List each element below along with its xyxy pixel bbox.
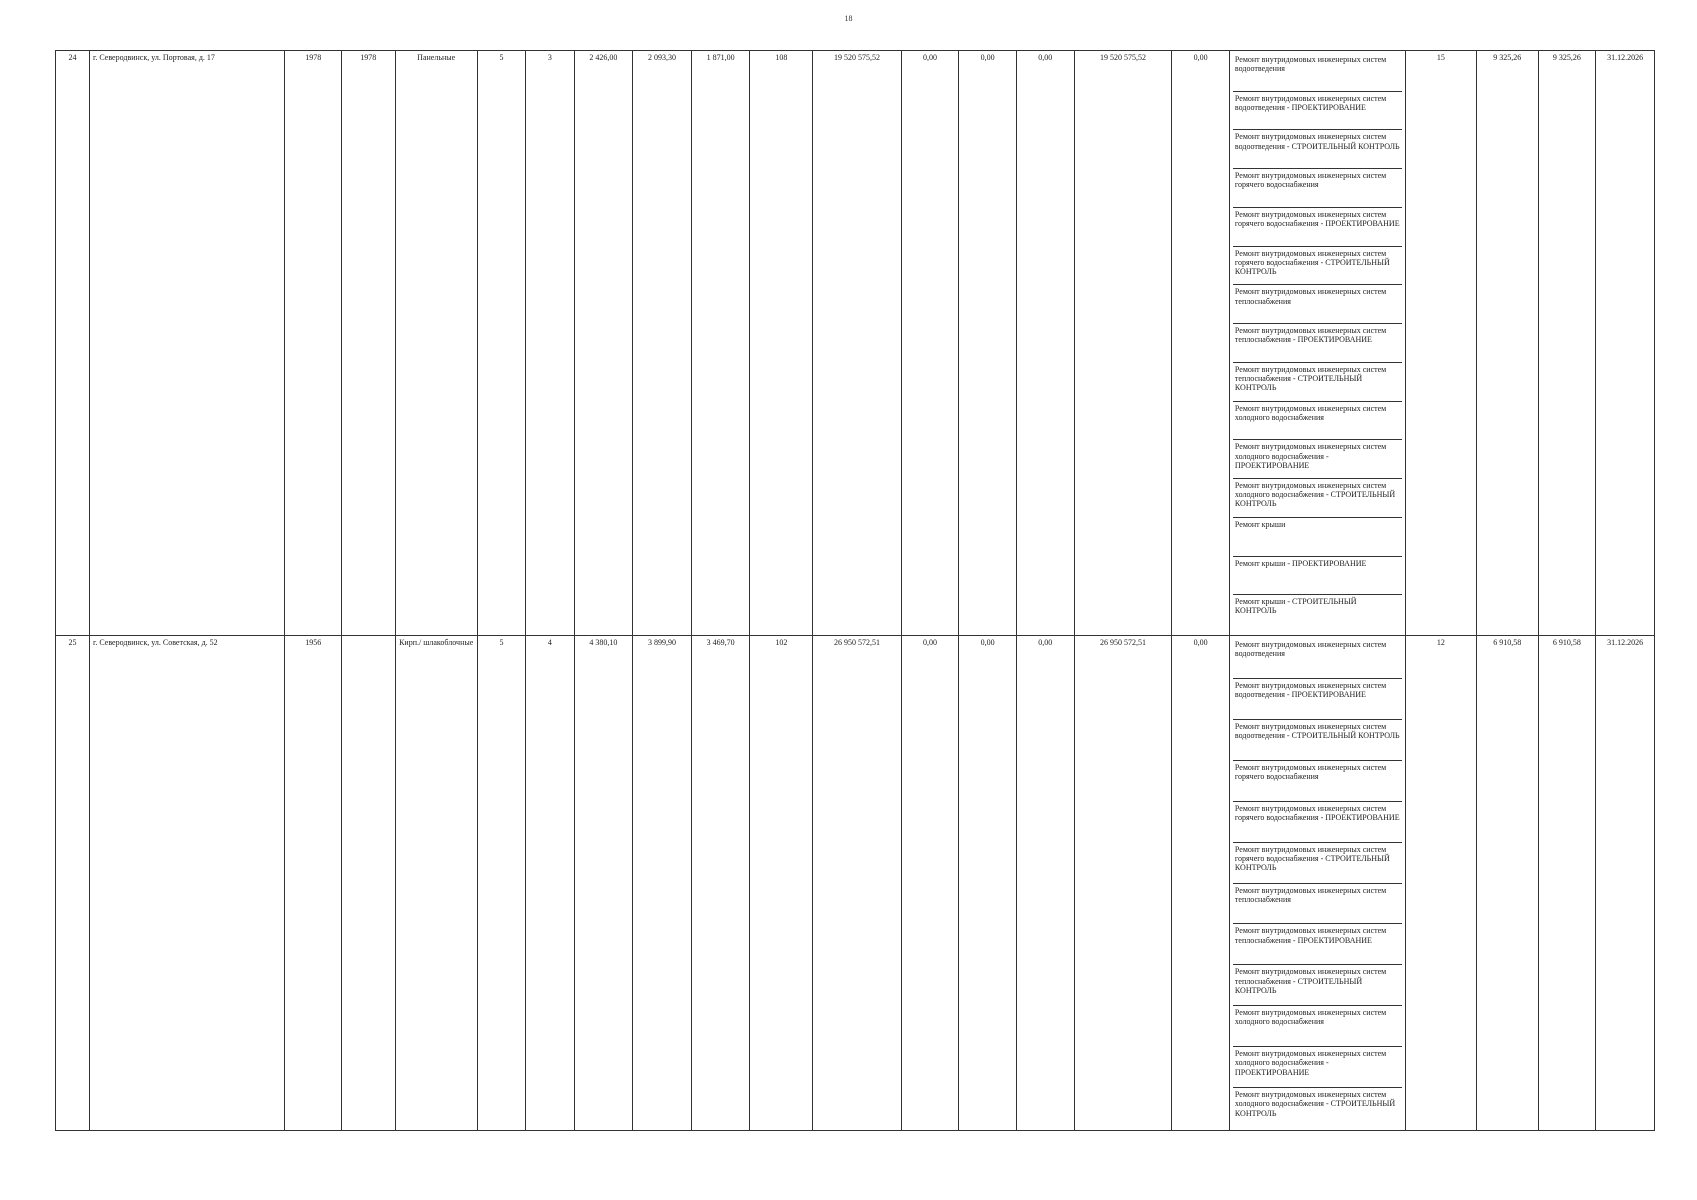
works-count-cell: 12 [1405, 636, 1476, 1131]
table-row [56, 636, 1655, 1131]
work-item: Ремонт внутридомовых инженерных систем холодного водоснабжения - СТРОИТЕЛЬНЫЙ КОНТРОЛЬ [1233, 479, 1402, 518]
work-item: Ремонт внутридомовых инженерных систем горячего водоснабжения [1233, 761, 1402, 802]
work-item: Ремонт внутридомовых инженерных систем теплоснабжения [1233, 884, 1402, 925]
work-item: Ремонт внутридомовых инженерных систем теплоснабжения - ПРОЕКТИРОВАНИЕ [1233, 324, 1402, 363]
works-cell [1229, 51, 1405, 636]
cost-total-cell: 26 950 572,51 [813, 636, 901, 1131]
unit-cost-limit-cell: 9 325,26 [1538, 51, 1596, 636]
works-cell [1229, 636, 1405, 1131]
address-cell: г. Северодвинск, ул. Советская, д. 52 [89, 636, 285, 1131]
year-reconstruction-cell [342, 636, 396, 1131]
work-item: Ремонт внутридомовых инженерных систем водоотведения [1233, 638, 1402, 679]
work-item: Ремонт внутридомовых инженерных систем теплоснабжения - СТРОИТЕЛЬНЫЙ КОНТРОЛЬ [1233, 363, 1402, 402]
year-built-cell: 1956 [285, 636, 342, 1131]
page-number: 18 [844, 14, 853, 23]
address-cell: г. Северодвинск, ул. Портовая, д. 17 [89, 51, 285, 636]
work-list [1233, 638, 1402, 1128]
fund-regional-cell: 0,00 [959, 51, 1017, 636]
work-item: Ремонт внутридомовых инженерных систем горячего водоснабжения - СТРОИТЕЛЬНЫЙ КОНТРОЛЬ [1233, 247, 1402, 286]
fund-owners-cell: 26 950 572,51 [1074, 636, 1172, 1131]
fund-federal-cell: 0,00 [901, 636, 959, 1131]
work-item: Ремонт внутридомовых инженерных систем теплоснабжения - СТРОИТЕЛЬНЫЙ КОНТРОЛЬ [1233, 965, 1402, 1006]
fund-local-cell: 0,00 [1016, 51, 1074, 636]
table-row [56, 51, 1655, 636]
living-area-cell: 2 093,30 [633, 51, 692, 636]
work-item: Ремонт крыши [1233, 518, 1402, 557]
fund-owners-cell: 19 520 575,52 [1074, 51, 1172, 636]
entrances-cell: 4 [526, 636, 574, 1131]
deadline-cell: 31.12.2026 [1596, 636, 1655, 1131]
residents-cell: 108 [750, 51, 813, 636]
work-item: Ремонт внутридомовых инженерных систем водоотведения - ПРОЕКТИРОВАНИЕ [1233, 92, 1402, 131]
work-item: Ремонт внутридомовых инженерных систем водоотведения - ПРОЕКТИРОВАНИЕ [1233, 679, 1402, 720]
works-count-cell: 15 [1405, 51, 1476, 636]
work-item: Ремонт внутридомовых инженерных систем горячего водоснабжения [1233, 169, 1402, 208]
work-item: Ремонт внутридомовых инженерных систем горячего водоснабжения - СТРОИТЕЛЬНЫЙ КОНТРОЛЬ [1233, 843, 1402, 884]
work-item: Ремонт крыши - ПРОЕКТИРОВАНИЕ [1233, 557, 1402, 596]
residents-cell: 102 [750, 636, 813, 1131]
work-item: Ремонт внутридомовых инженерных систем горячего водоснабжения - ПРОЕКТИРОВАНИЕ [1233, 208, 1402, 247]
work-item: Ремонт внутридомовых инженерных систем водоотведения - СТРОИТЕЛЬНЫЙ КОНТРОЛЬ [1233, 720, 1402, 761]
work-item: Ремонт внутридомовых инженерных систем холодного водоснабжения [1233, 1006, 1402, 1047]
wall-material-cell: Кирп./ шлакоблочные [395, 636, 477, 1131]
owned-area-cell: 3 469,70 [691, 636, 750, 1131]
work-item: Ремонт внутридомовых инженерных систем горячего водоснабжения - ПРОЕКТИРОВАНИЕ [1233, 802, 1402, 843]
fund-federal-cell: 0,00 [901, 51, 959, 636]
year-built-cell: 1978 [285, 51, 342, 636]
wall-material-cell: Панельные [395, 51, 477, 636]
work-item: Ремонт внутридомовых инженерных систем холодного водоснабжения - ПРОЕКТИРОВАНИЕ [1233, 1047, 1402, 1088]
fund-other-cell: 0,00 [1172, 51, 1230, 636]
unit-cost-limit-cell: 6 910,58 [1538, 636, 1596, 1131]
row-number: 25 [56, 636, 90, 1131]
unit-cost-cell: 6 910,58 [1476, 636, 1538, 1131]
floors-cell: 5 [477, 51, 525, 636]
work-item: Ремонт внутридомовых инженерных систем водоотведения [1233, 53, 1402, 92]
work-item: Ремонт внутридомовых инженерных систем теплоснабжения [1233, 285, 1402, 324]
work-item: Ремонт внутридомовых инженерных систем холодного водоснабжения - ПРОЕКТИРОВАНИЕ [1233, 440, 1402, 479]
fund-regional-cell: 0,00 [959, 636, 1017, 1131]
owned-area-cell: 1 871,00 [691, 51, 750, 636]
year-reconstruction-cell: 1978 [342, 51, 396, 636]
work-item: Ремонт внутридомовых инженерных систем водоотведения - СТРОИТЕЛЬНЫЙ КОНТРОЛЬ [1233, 130, 1402, 169]
deadline-cell: 31.12.2026 [1596, 51, 1655, 636]
work-item: Ремонт внутридомовых инженерных систем холодного водоснабжения - СТРОИТЕЛЬНЫЙ КОНТРОЛЬ [1234, 1090, 1396, 1118]
total-area-cell: 2 426,00 [574, 51, 633, 636]
work-item: Ремонт внутридомовых инженерных систем холодного водоснабжения [1233, 402, 1402, 441]
work-item: Ремонт внутридомовых инженерных систем теплоснабжения - ПРОЕКТИРОВАНИЕ [1233, 924, 1402, 965]
work-item: Ремонт крыши - СТРОИТЕЛЬНЫЙ КОНТРОЛЬ [1234, 597, 1357, 616]
entrances-cell: 3 [526, 51, 574, 636]
unit-cost-cell: 9 325,26 [1476, 51, 1538, 636]
row-number: 24 [56, 51, 90, 636]
total-area-cell: 4 380,10 [574, 636, 633, 1131]
fund-local-cell: 0,00 [1016, 636, 1074, 1131]
fund-other-cell: 0,00 [1172, 636, 1230, 1131]
living-area-cell: 3 899,90 [633, 636, 692, 1131]
work-list [1233, 53, 1402, 633]
capital-repair-table [55, 50, 1655, 1131]
cost-total-cell: 19 520 575,52 [813, 51, 901, 636]
floors-cell: 5 [477, 636, 525, 1131]
